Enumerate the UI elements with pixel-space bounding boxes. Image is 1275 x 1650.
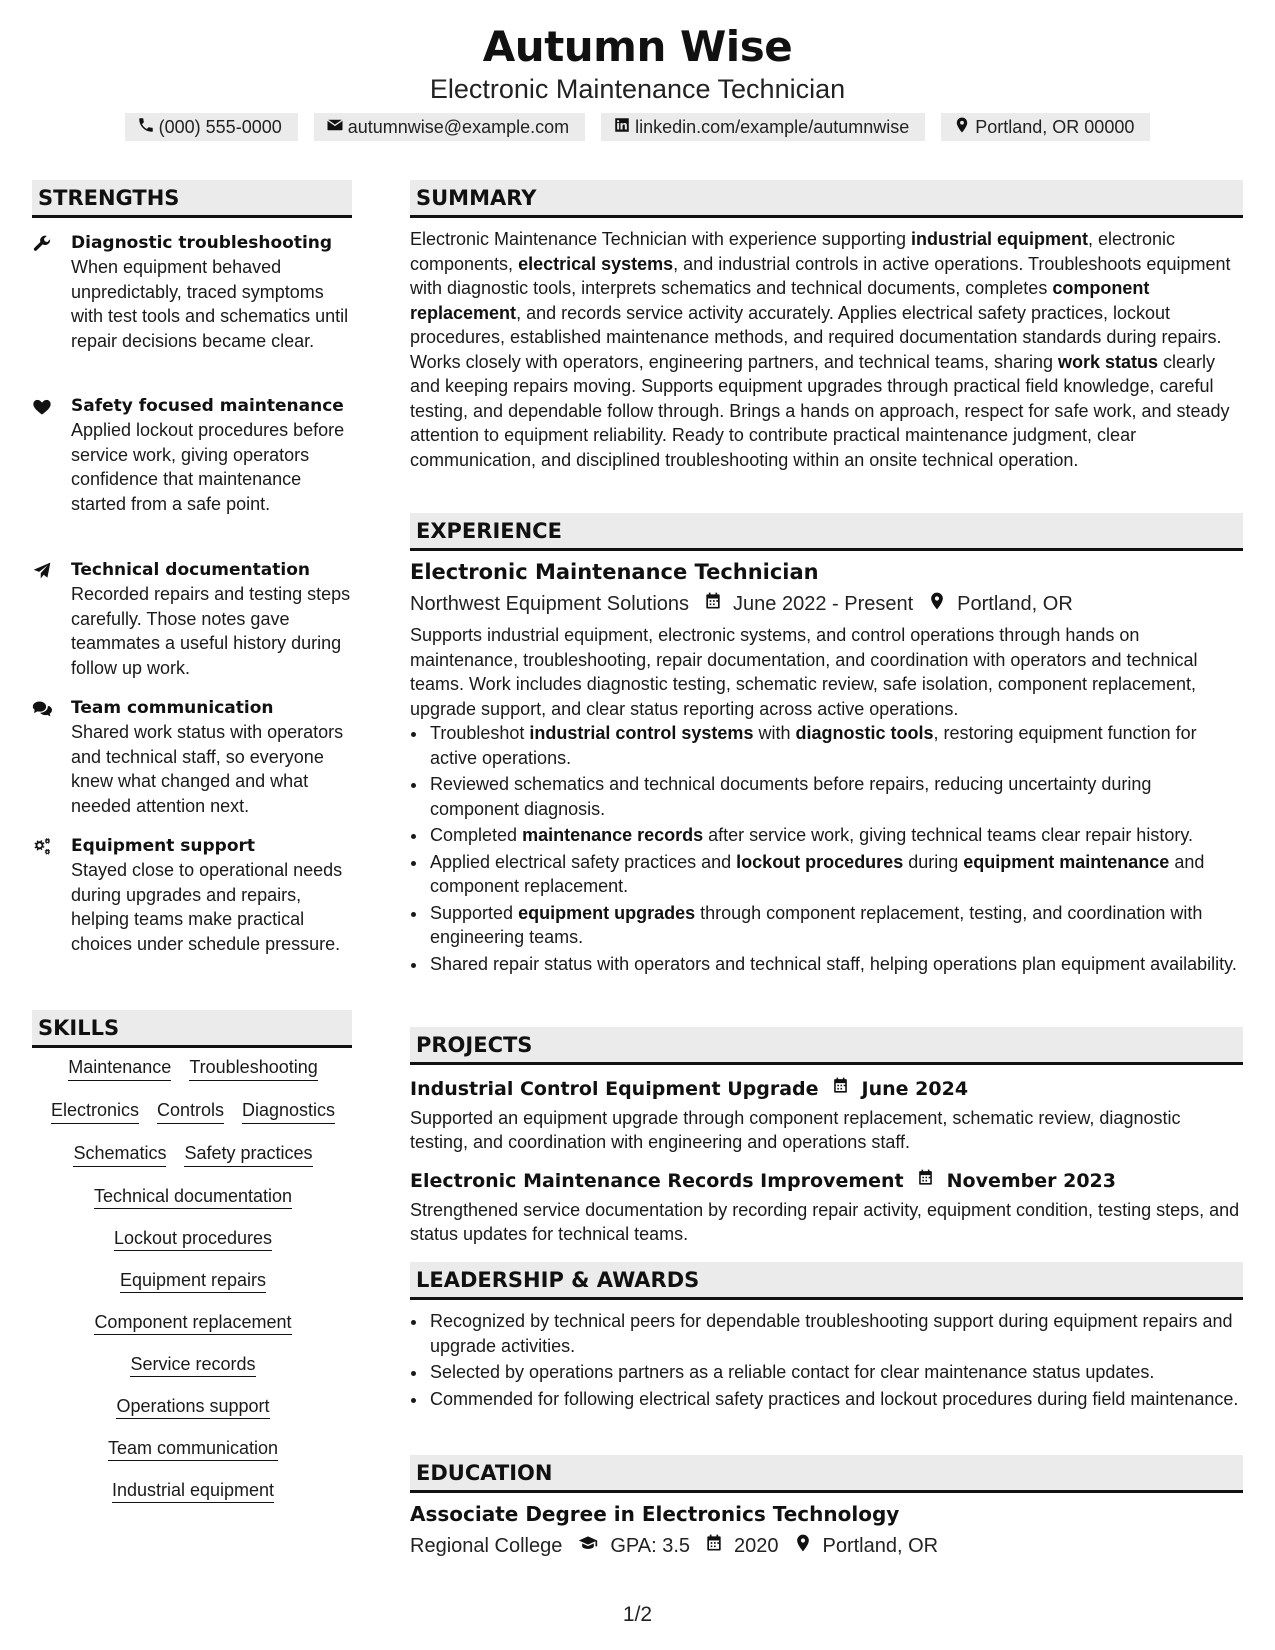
cogs-icon	[32, 837, 54, 859]
school-name: Regional College	[410, 1534, 563, 1557]
paper-plane-icon	[32, 561, 54, 583]
strength-item	[32, 835, 354, 956]
strength-desc: Stayed close to operational needs during upgrades and repairs, helping teams make practical choices under schedule pressure.	[71, 860, 343, 954]
experience-entry	[410, 560, 1243, 978]
skill-tag: Component replacement	[32, 1311, 354, 1335]
project-date: June 2024	[861, 1077, 969, 1100]
list-item: • Applied electrical safety practices and lockout procedures during equipment maintenance and component replacement.	[428, 850, 1243, 899]
skill-tag: Controls	[157, 1099, 224, 1124]
skill-tag: Operations support	[32, 1395, 354, 1419]
project-title-row	[410, 1076, 1243, 1102]
email-text: autumnwise@example.com	[347, 116, 570, 137]
map-pin-icon	[927, 591, 947, 618]
project-desc: Supported an equipment upgrade through component replacement, schematic review, diagnostic testing, and coordination with engineering and operations staff.	[410, 1107, 1181, 1152]
project-desc: Strengthened service documentation by recording repair activity, equipment condition, testing steps, and status updates for technical teams.	[410, 1199, 1240, 1244]
graduation-year: 2020	[734, 1534, 779, 1557]
candidate-title: Electronic Maintenance Technician	[429, 74, 846, 104]
project-title: Industrial Control Equipment Upgrade	[410, 1077, 819, 1100]
project-entry	[410, 1168, 1243, 1247]
skill-tag: Equipment repairs	[32, 1269, 354, 1293]
list-item: • Commended for following electrical safety practices and lockout procedures during field maintenance.	[428, 1387, 1243, 1412]
strength-title: Technical documentation	[71, 560, 310, 580]
project-title: Electronic Maintenance Records Improvement	[410, 1169, 904, 1192]
skill-tag: Team communication	[32, 1437, 354, 1461]
role-title: Electronic Maintenance Technician	[410, 560, 819, 584]
list-item: • Supported equipment upgrades through component replacement, testing, and coordination with engineering teams.	[428, 901, 1243, 950]
degree-title: Associate Degree in Electronics Technology	[410, 1502, 900, 1526]
education-meta	[410, 1533, 1243, 1560]
skill-tag: Schematics	[73, 1142, 166, 1167]
envelope-icon	[326, 116, 344, 139]
strength-item	[32, 559, 354, 680]
summary-heading: SUMMARY	[410, 180, 1243, 218]
contact-phone[interactable]	[125, 113, 298, 141]
list-item: • Selected by operations partners as a reliable contact for clear maintenance status updates.	[428, 1360, 1243, 1385]
company-name: Northwest Equipment Solutions	[410, 592, 690, 615]
map-pin-icon	[793, 1533, 813, 1560]
list-item: • Troubleshot industrial control systems with diagnostic tools, restoring equipment function for active operations.	[428, 721, 1243, 770]
phone-icon	[137, 116, 155, 139]
strength-desc: Shared work status with operators and technical staff, so everyone knew what changed and what needed attention next.	[71, 722, 344, 816]
candidate-name: Autumn Wise	[482, 22, 793, 71]
strength-item	[32, 232, 354, 353]
project-date: November 2023	[946, 1169, 1117, 1192]
page-indicator: 1/2	[622, 1603, 653, 1626]
comments-icon	[32, 699, 54, 721]
role-bullets	[410, 721, 1243, 976]
education-location: Portland, OR	[822, 1534, 939, 1557]
heart-icon	[32, 397, 54, 419]
project-entry	[410, 1076, 1243, 1155]
skill-tag: Maintenance	[68, 1056, 171, 1081]
education-heading: EDUCATION	[410, 1455, 1243, 1493]
contact-linkedin[interactable]	[601, 113, 925, 141]
skills-list	[32, 1056, 354, 1503]
strength-desc: Applied lockout procedures before service work, giving operators confidence that maintenance started from a safe point.	[71, 420, 345, 514]
skill-tag: Troubleshooting	[189, 1056, 317, 1081]
strength-item	[32, 395, 354, 516]
skills-heading: SKILLS	[32, 1010, 352, 1048]
leadership-list	[410, 1309, 1243, 1413]
strength-title: Team communication	[71, 698, 274, 718]
list-item: • Reviewed schematics and technical documents before repairs, reducing uncertainty during component diagnosis.	[428, 772, 1243, 821]
map-pin-icon	[953, 116, 971, 139]
summary-text: Electronic Maintenance Technician with experience supporting industrial equipment, electronic components, electrical systems, and industrial controls in active operations. Troubleshoots equipment with diagnostic tools, interprets schematics and technical documents, completes component replacement, and records service activity accurately. Applies electrical safety practices, lockout procedures, established maintenance methods, and required documentation standards during repairs. Works closely with operators, engineering partners, and technical teams, sharing work status clearly and keeping repairs moving. Supports equipment upgrades through practical field knowledge, careful testing, and dependable follow through. Brings a hands on approach, respect for safe work, and steady attention to equipment reliability. Ready to contribute practical maintenance judgment, clear communication, and disciplined troubleshooting within an onsite technical operation.	[410, 229, 1231, 470]
phone-text: (000) 555-0000	[158, 116, 282, 137]
role-location: Portland, OR	[957, 592, 1073, 615]
contact-location[interactable]	[941, 113, 1150, 141]
leadership-heading: LEADERSHIP & AWARDS	[410, 1262, 1243, 1300]
contact-email[interactable]	[314, 113, 585, 141]
list-item: • Shared repair status with operators and technical staff, helping operations plan equipment availability.	[428, 952, 1243, 977]
skill-tag: Technical documentation	[32, 1185, 354, 1209]
contact-bar	[0, 113, 1275, 141]
skill-tag: Service records	[32, 1353, 354, 1377]
skill-tag: Lockout procedures	[32, 1227, 354, 1251]
gpa: GPA: 3.5	[610, 1534, 690, 1557]
project-title-row	[410, 1168, 1243, 1194]
strength-item	[32, 697, 354, 818]
projects-heading: PROJECTS	[410, 1027, 1243, 1065]
strength-desc: Recorded repairs and testing steps carefully. Those notes gave teammates a useful history during follow up work.	[71, 584, 351, 678]
skill-tag: Safety practices	[184, 1142, 312, 1167]
role-meta	[410, 591, 1243, 618]
strength-title: Safety focused maintenance	[71, 396, 344, 416]
list-item: • Recognized by technical peers for dependable troubleshooting support during equipment repairs and upgrade activities.	[428, 1309, 1243, 1358]
location-text: Portland, OR 00000	[975, 116, 1135, 137]
calendar-icon	[703, 591, 723, 618]
experience-heading: EXPERIENCE	[410, 513, 1243, 551]
calendar-icon	[704, 1533, 724, 1560]
list-item: • Completed maintenance records after service work, giving technical teams clear repair history.	[428, 823, 1243, 848]
strength-title: Diagnostic troubleshooting	[71, 233, 333, 253]
calendar-icon	[916, 1168, 935, 1194]
calendar-icon	[831, 1076, 850, 1102]
strength-desc: When equipment behaved unpredictably, traced symptoms with test tools and schematics until repair decisions became clear.	[71, 257, 349, 351]
strength-title: Equipment support	[71, 836, 256, 856]
linkedin-icon	[613, 116, 631, 139]
graduation-cap-icon	[576, 1533, 600, 1560]
role-dates: June 2022 - Present	[733, 592, 914, 615]
education-entry	[410, 1502, 1243, 1559]
skill-tag: Industrial equipment	[32, 1479, 354, 1503]
wrench-icon	[32, 234, 54, 256]
skill-tag: Diagnostics	[242, 1099, 335, 1124]
linkedin-text: linkedin.com/example/autumnwise	[635, 116, 910, 137]
skill-tag: Electronics	[51, 1099, 139, 1124]
role-description: Supports industrial equipment, electronic systems, and control operations through hands on maintenance, troubleshooting, repair documentation, and coordination with operators and technical teams. Work includes diagnostic testing, schematic review, safe isolation, component replacement, upgrade support, and clear status reporting across active operations.	[410, 625, 1198, 719]
strengths-heading: STRENGTHS	[32, 180, 352, 218]
